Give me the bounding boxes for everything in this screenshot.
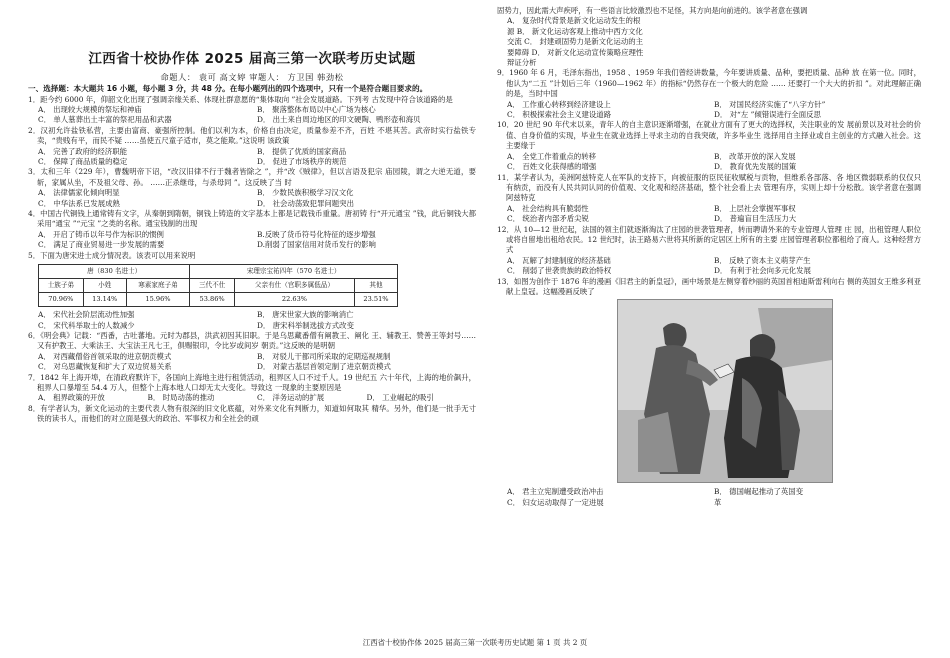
option: C． 对乌思藏恢复和扩大了双边贸易关系 [38,362,172,372]
table-subhead: 寒素家庭子弟 [126,279,190,293]
option: C． 积极探索社会主义建设道路 [507,110,612,120]
table-cell: 23.51% [354,293,397,307]
option: A． 租界政策的开放 [38,393,105,403]
section-heading: 一、选择题：本大题共 16 小题，每小题 3 分，共 48 分。在每小题列出的四个选项中，只有一个是符合题目要求的。 [28,84,428,93]
table-cell: 22.63% [235,293,355,307]
options [28,230,476,251]
right-column [497,0,921,508]
option: B.反映了货币符号化特征的逐步增强 [257,229,376,239]
question-text: 3．太和三年（229 年），曹魏明帝下诏，“改汉旧律不行于魏者皆除之 ”，并“改《贼律》，但以言语及犯宗 庙园陵，谓之大逆无道，要斩，家属从坐，不及祖父母、孙。 ……正杀继母，与杀母同 ”。这反映了当 时 [28,167,476,187]
question-text: 4．中国古代铜钱上通常铸有文字，从秦朝到隋朝，铜钱上铸造的文字基本上都是记载钱币重量。唐初铸 行“开元通宝 ”钱，此后铜钱大都采用“通宝 ”“元宝 ”之类的名称。通宝钱制的出现 [28,209,476,229]
option: C． 妇女运动取得了一定进展 [507,497,604,507]
option: D． 促进了市场秩序的规范 [257,157,347,167]
options [28,352,476,373]
page-title: 江西省十校协作体 2025 届高三第一次联考历史试题 [88,51,416,67]
option: D． 工业崛起的吸引 [366,393,434,403]
option: 源 B． 新文化运动客观上推动中西方文化 [507,26,643,36]
question-list [28,331,476,425]
option: A． 对西藏僧俗首领采取的进京朝贡模式 [38,351,172,361]
question [497,173,921,225]
options [28,147,476,168]
option: C． 统治者内部矛盾尖锐 [507,214,589,224]
options [497,256,921,277]
question-text: 7．1842 年上海开埠，在清政府默许下，各国向上海地主进行租赁活动，租界区人口不过千人。19 世纪五 六十年代，上海的地价飙升，租界人口暴增至 54.4 万人，但整个上海本地人口却无太大变化。导致这 一现象的主要原因是 [28,372,476,392]
options [28,393,476,403]
option: B． 提供了优质的国家商品 [257,146,347,156]
option: B． 聚落整体布局以中心广场为核心 [257,105,376,114]
option: A． 瓦解了封建制度的经济基础 [507,255,611,265]
options [497,204,921,225]
option: A． 出现较大规模的祭坛和神庙 [38,105,142,114]
option: A． 宋代社会阶层流动性加强 [38,310,135,320]
option: A． 君主立宪制遭受政治冲击 [507,487,604,497]
question-text: 13．如图为创作于 1876 年的漫画《旧君主的新皇冠》，画中场景是左侧穿着纱丽的英国首相迪斯雷利向右 侧的英国女王维多利亚献上皇冠。这幅漫画反映了 [497,276,921,296]
question-text: 5．下面为唐宋进士成分情况表。该表可以用来说明 [28,250,196,260]
options [497,100,921,121]
page-footer: 江西省十校协作体 2025 届高三第一次联考历史试题 第 1 页 共 2 页 [362,638,588,647]
left-column [28,0,476,425]
question-text: 12．从 10—12 世纪起，法国的领主们就逐渐淘汰了庄园的世袭管理者，转而聘请外来的专业管理人管理 庄 园，出租管理人职位或将自留地出租给农民。12 世纪时，法王路易六世将其所新的定居区上所有的主要 庄园管理者职位都租给了商人。这种经营方式 [497,224,921,255]
table-subhead: 小姓 [83,279,126,293]
question-text: 11．某学者认为，美洲阿兹特克人在军队的支持下，向被征服的臣民征收赋税与贡物，但维系各部落、各 地区微弱联系的仅仅只有纳贡，而没有人民共同认同的价值观、文化观和经济基础，整个社会看上去 管理有序，实则上却十分松散。该学者意在强调阿兹特克 [497,172,921,203]
question-text: 6．《明会典》记载：“西番，古吐蕃地。元时为郡县，洪武初因其旧职。于是乌思藏番僧有阐教王、阐化 王、辅教王、赞善王等封号……又有护教王、大乘法王、大宝法王凡七王，俱赐银印，令比岁或间岁 朝贡。”这反映的是明朝 [28,330,476,351]
option: 辩证分析 [507,58,537,68]
table-subhead: 三代不仕 [190,279,235,293]
option: A． 开启了铸币以年号作为标识的惯例 [38,229,164,239]
option: 革 [714,497,722,507]
option: C． 百姓文化获得感的增强 [507,162,597,172]
question-text: 1．距今约 6000 年，仰韶文化出现了强调亲缘关系、体现社群意愿的“集体取向 ”社会发展道路。下列考 古发现中符合该道路的是 [28,94,453,104]
option: D． 对蒙古基层首领定制了进京朝贡模式 [257,362,391,372]
question-text: 9．1960 年 6 月，毛泽东指出，1958 、1959 年我们曾经讲数量，今年要讲质量、品种，要把质量、品种 放 在第一位。同时，他认为“二五 ”计划后三年（1960—1962 年）的指标“仍然存在一个极大的危险 …… 还要打一个大大的折扣 ”。对此理解正确的是，当时中国 [497,68,921,99]
option: A． 复杂时代背景是新文化运动发生的根 [507,16,641,26]
options [497,152,921,173]
jinshi-table [38,264,398,307]
option: B． 少数民族积极学习汉文化 [257,188,354,198]
question-list [28,95,476,251]
option: B． 时局动荡的推动 [147,393,215,403]
option: A． 完善了政府的经济职能 [38,146,127,156]
option: D． 对“左 ”倾错误进行全面反思 [714,110,821,120]
option: B． 对国民经济实施了“八字方针” [714,99,826,109]
option: B． 上层社会掌握军事权 [714,203,796,213]
option: C． 满足了商业贸易进一步发展的需要 [38,240,165,250]
option: C． 削弱了世袭贵族的政治特权 [507,266,612,276]
option: B． 唐宋世家大族的影响消亡 [257,310,354,320]
option: D． 有利于社会向多元化发展 [714,266,811,276]
option: D.削弱了国家信用对货币发行的影响 [257,240,376,250]
table-cell: 13.14% [83,293,126,307]
cartoon-drawing [618,300,832,482]
question [28,373,476,404]
option: C． 中华法系已发展成熟 [38,198,120,208]
option: C． 保障了商品质量的稳定 [38,157,128,167]
option: 交流 C． 封建顽固势力是新文化运动的主 [507,37,643,47]
options [28,310,476,331]
table-subhead: 士族子弟 [39,279,84,293]
question [28,126,476,168]
option: A． 全党工作着重点的转移 [507,151,596,161]
question [497,68,921,120]
question-text: 2．汉初允许盐铁私营，主要由富商、豪强所控制。他们以利为本，价格自由决定，质量参差不齐，百姓 不堪其苦。武帝时实行盐铁专卖，“贵贱有平，而民不疑 ……虽使五尺童子适市，莫之能欺。”这说明 该政策 [28,125,476,146]
question-list [497,6,921,297]
option: D． 教育优先发展的国策 [714,162,797,172]
option: C． 洋务运动的扩展 [257,393,325,403]
question [28,404,476,425]
option: D． 唐宋科举制选拔方式改变 [257,320,354,330]
option: C． 单人墓葬出土丰富的祭祀用品和武器 [38,115,172,125]
table-cell: 70.96% [39,293,84,307]
question-text: 固势力，因此需大声疾呼，有一些语言比较激烈也不足怪，其方向是向前进的。该学者意在强调 [497,6,808,15]
table-cell: 53.86% [190,293,235,307]
option: A． 工作重心转移到经济建设上 [507,99,611,109]
question-5 [28,251,476,331]
options [497,487,921,508]
table-cell: 15.96% [126,293,190,307]
question [497,277,921,298]
cartoon-image [617,299,833,483]
option: D． 出土来自周边地区的印文硬陶、鸭形壶和海贝 [257,115,421,125]
table-subhead: 其他 [354,279,397,293]
option: D． 社会动荡致犯罪问题突出 [257,198,354,208]
question-text: 10．20 世纪 90 年代末以来，青年人的自主意识逐渐增强，在就业方面有了更大的选择权，关注职业的发 展前景以及对社会的价值、自身价值的实现，毕业生在就业选择上寻求主动的自我突破，许多毕业生 选择用自主择业或自主创业的方式融入社会。这主要缘于 [497,120,921,151]
question [28,95,476,126]
question [497,225,921,277]
option: B． 德国崛起推动了英国变 [714,487,804,497]
options [28,188,476,209]
option: B． 改革开放的深入发展 [714,151,796,161]
option: B． 对驳儿干都司所采取的定期巡视规制 [257,351,391,361]
question [28,167,476,209]
options [497,16,921,68]
table-subhead: 父亲有仕（官职多属低品） [235,279,355,293]
table-head-tang: 唐（830 名进士） [39,265,190,279]
option: A． 法律儒家化倾向明显 [38,188,120,198]
option: C． 宋代科举取士的人数减少 [38,320,135,330]
table-head-song: 宋理宗宝祐四年（570 名进士） [190,265,398,279]
option: A． 社会结构具有脆弱性 [507,203,589,213]
option: B． 反映了资本主义萌芽产生 [714,255,811,265]
authors-line: 命题人： 袁可 高文婷 审题人： 方卫国 韩劲松 [160,72,344,82]
question [28,209,476,251]
option: 要障碍 D． 对新文化运动宣传策略应理性 [507,47,644,57]
question-text: 8．有学者认为，新文化运动的主要代表人物有很深的旧文化底蕴，对外来文化有判断力，知道如何取其 精华。另外，他们是一批手无寸铁的读书人，而他们的对立面是强大的政治、军事权力和全社会的顽 [28,403,476,424]
options [28,105,476,126]
question [497,6,921,68]
question [28,331,476,373]
question [497,120,921,172]
option: D． 普遍盲目生活压力大 [714,214,797,224]
